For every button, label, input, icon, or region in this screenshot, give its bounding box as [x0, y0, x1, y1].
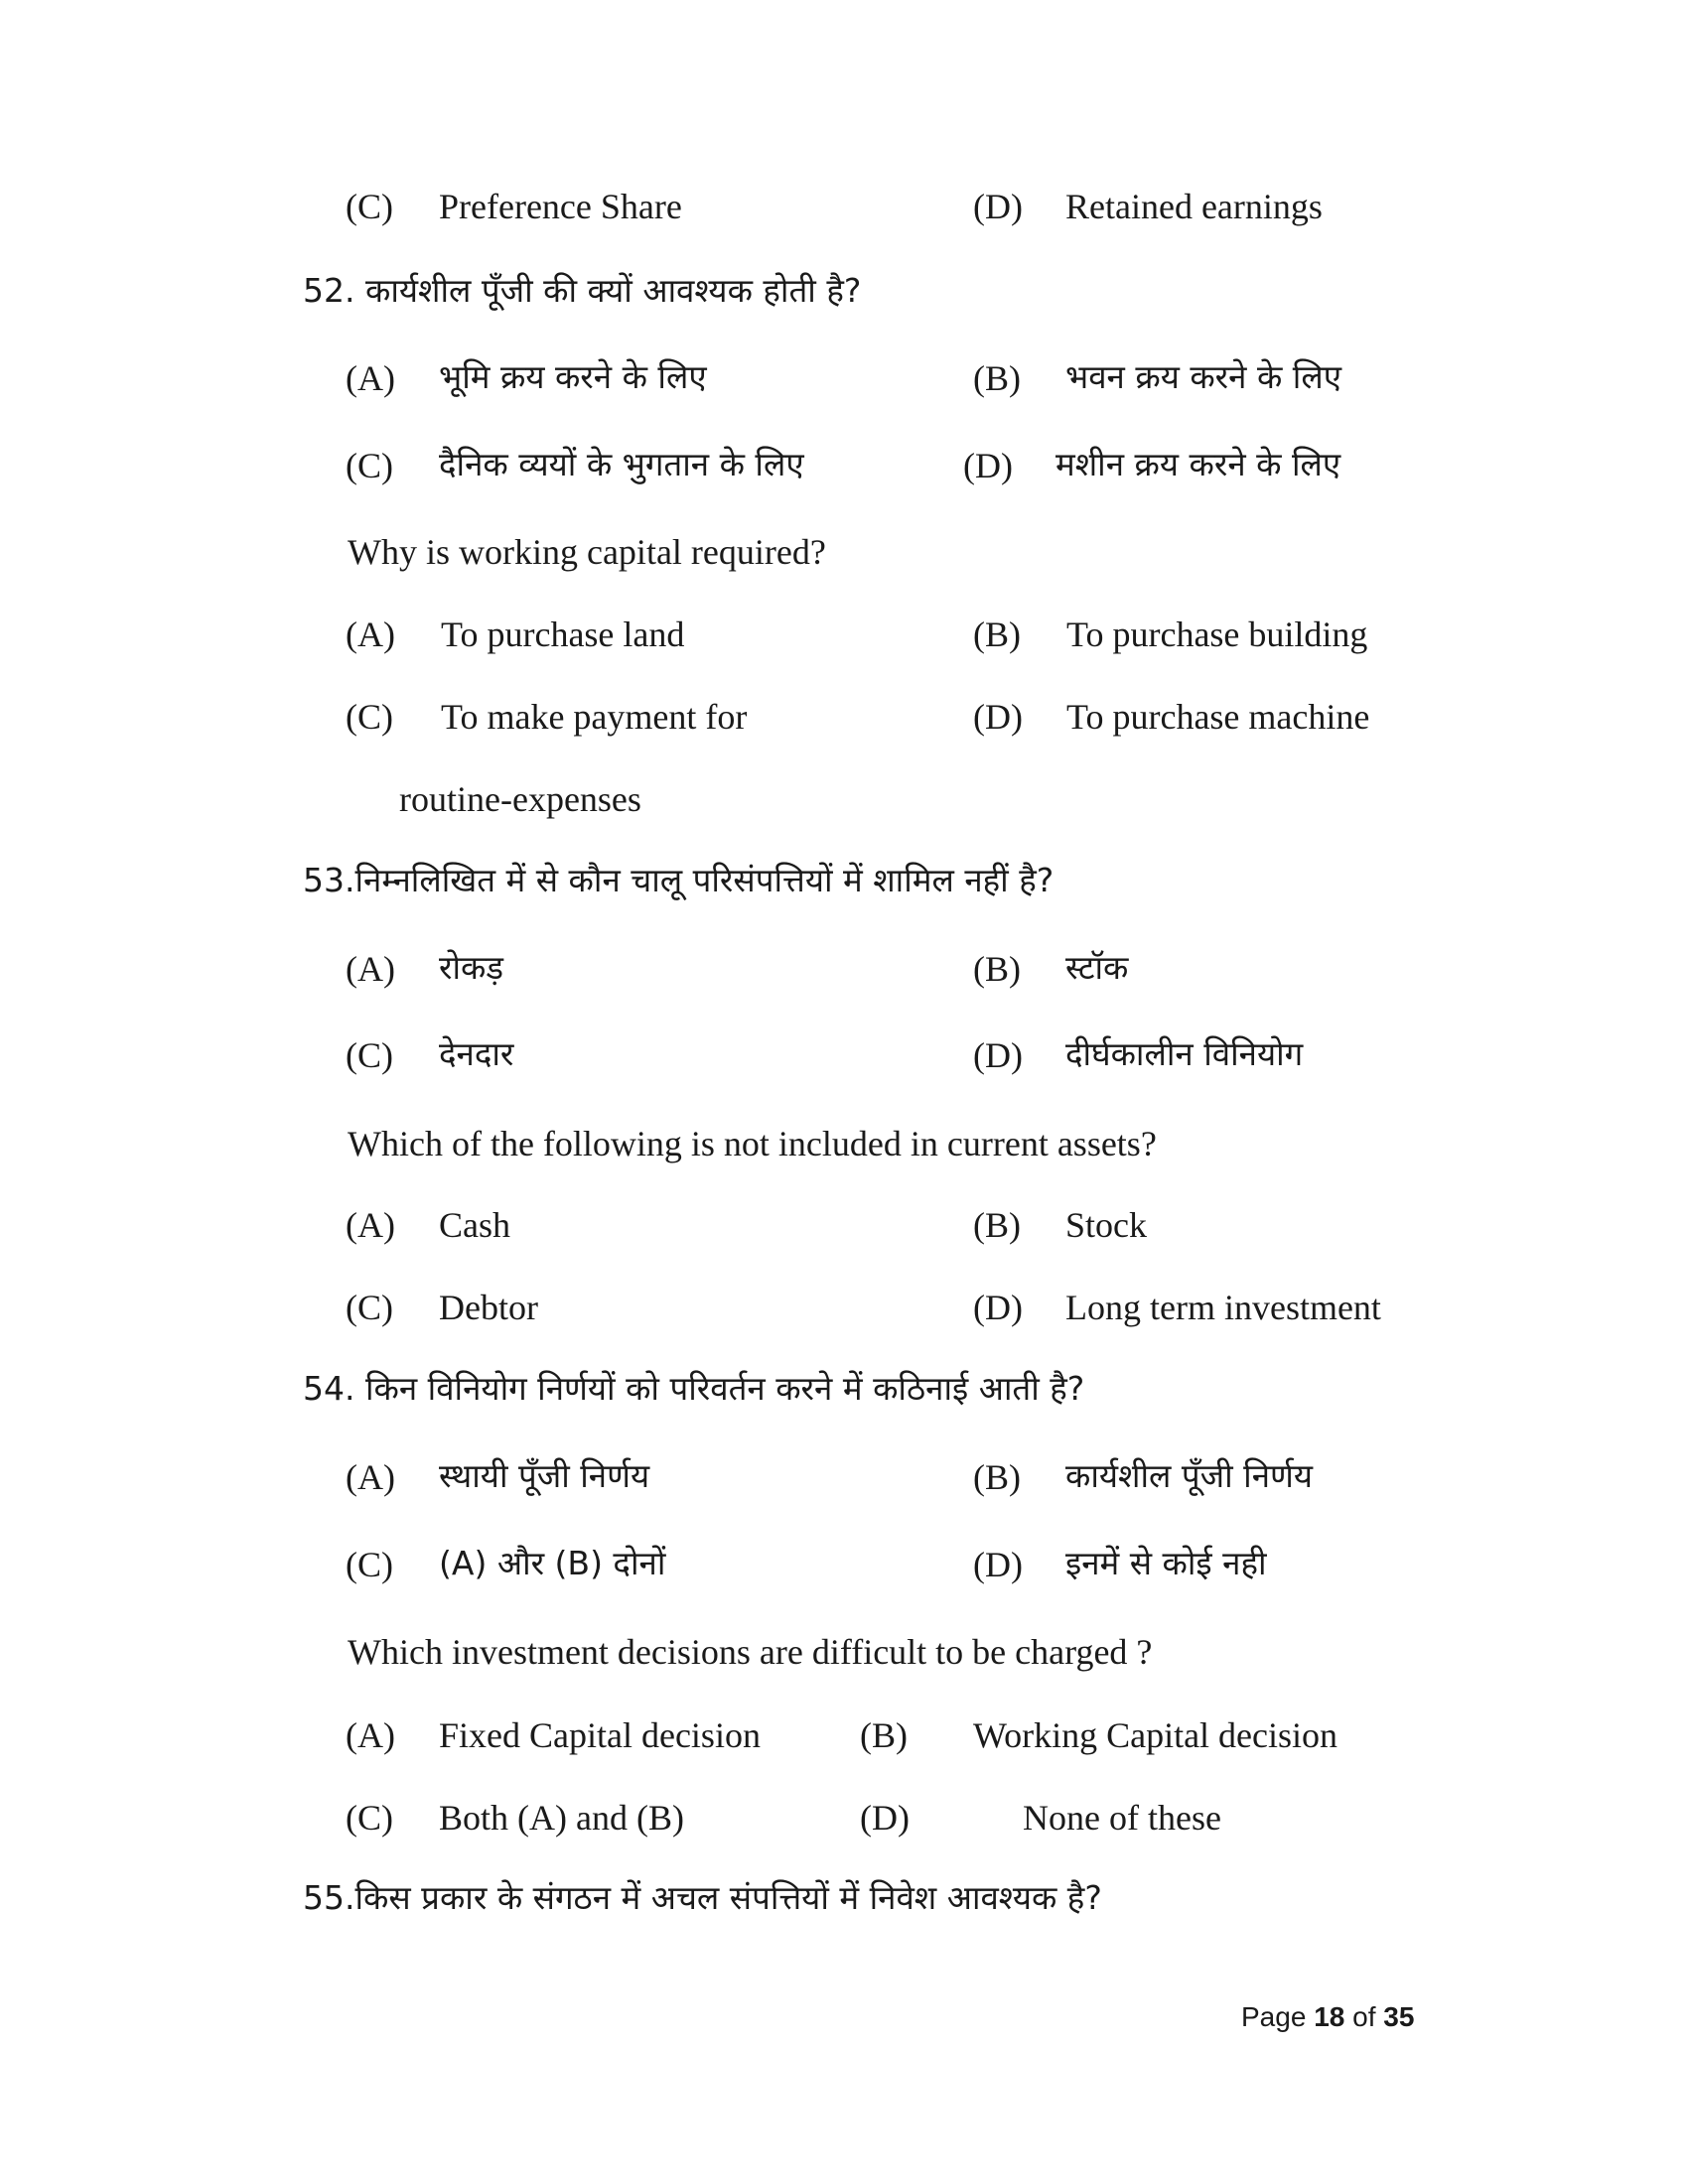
total-pages: 35 [1383, 2001, 1415, 2032]
option-text: Cash [439, 1205, 510, 1245]
option-text: भूमि क्रय करने के लिए [439, 357, 707, 396]
option-text: स्थायी पूँजी निर्णय [439, 1456, 650, 1495]
option-label: (A) [346, 1457, 395, 1497]
current-page: 18 [1314, 2001, 1345, 2032]
page-number [1241, 2001, 1414, 2033]
option-label: (D) [973, 187, 1023, 226]
option-text: None of these [1023, 1798, 1221, 1838]
question-53-english: Which of the following is not included in current assets? [348, 1124, 1157, 1163]
option-text: To make payment for [441, 697, 748, 737]
option-text: मशीन क्रय करने के लिए [1055, 445, 1341, 483]
option-label: (D) [973, 697, 1023, 737]
option-label: (D) [860, 1798, 910, 1838]
option-label: (C) [346, 1288, 393, 1327]
page-word: Page [1241, 2001, 1307, 2032]
option-text: इनमें से कोई नही [1065, 1544, 1267, 1582]
option-label: (D) [973, 1288, 1023, 1327]
option-label: (D) [973, 1035, 1023, 1075]
question-55-hindi: 55.किस प्रकार के संगठन में अचल संपत्तियों में निवेश आवश्यक है? [303, 1878, 1102, 1917]
option-label: (B) [860, 1715, 908, 1755]
option-label: (C) [346, 697, 393, 737]
option-label: (A) [346, 358, 395, 398]
option-text: To purchase machine [1066, 697, 1370, 737]
option-text: To purchase building [1066, 614, 1368, 654]
option-label: (C) [346, 1035, 393, 1075]
option-text: To purchase land [441, 614, 685, 654]
option-text: रोकड़ [439, 948, 504, 987]
option-label: (B) [973, 1205, 1021, 1245]
option-label: (D) [973, 1545, 1023, 1584]
option-text: कार्यशील पूँजी निर्णय [1065, 1456, 1314, 1495]
option-text: Debtor [439, 1288, 538, 1327]
question-53-hindi: 53.निम्नलिखित में से कौन चालू परिसंपत्तियों में शामिल नहीं है? [303, 861, 1055, 899]
option-text: दैनिक व्ययों के भुगतान के लिए [439, 445, 804, 483]
option-label: (A) [346, 949, 395, 989]
option-label: (A) [346, 1715, 395, 1755]
option-label: (B) [973, 1457, 1021, 1497]
option-label: (C) [346, 1545, 393, 1584]
option-label: (D) [963, 446, 1013, 485]
option-label: (C) [346, 446, 393, 485]
option-label: (C) [346, 187, 393, 226]
option-text: देनदार [439, 1034, 514, 1073]
option-label: (A) [346, 1205, 395, 1245]
option-label: (B) [973, 358, 1021, 398]
question-52-english: Why is working capital required? [348, 532, 826, 572]
option-text: Stock [1065, 1205, 1148, 1245]
option-text: Working Capital decision [973, 1715, 1338, 1755]
option-text: Long term investment [1065, 1288, 1381, 1327]
option-label: (C) [346, 1798, 393, 1838]
option-text: Fixed Capital decision [439, 1715, 761, 1755]
option-text: Preference Share [439, 187, 682, 226]
of-word: of [1352, 2001, 1376, 2032]
option-text: भवन क्रय करने के लिए [1065, 357, 1341, 396]
option-text: दीर्घकालीन विनियोग [1065, 1034, 1304, 1073]
question-54-english: Which investment decisions are difficult to be charged ? [348, 1632, 1153, 1672]
option-text: (A) और (B) दोनों [439, 1544, 666, 1582]
option-label: (B) [973, 614, 1021, 654]
option-text-continued: routine-expenses [399, 779, 641, 819]
option-text: Retained earnings [1065, 187, 1323, 226]
option-text: Both (A) and (B) [439, 1798, 684, 1838]
option-label: (A) [346, 614, 395, 654]
option-text: स्टॉक [1065, 948, 1129, 987]
question-52-hindi: 52. कार्यशील पूँजी की क्यों आवश्यक होती है? [303, 271, 862, 310]
question-54-hindi: 54. किन विनियोग निर्णयों को परिवर्तन करने में कठिनाई आती है? [303, 1369, 1085, 1408]
option-label: (B) [973, 949, 1021, 989]
